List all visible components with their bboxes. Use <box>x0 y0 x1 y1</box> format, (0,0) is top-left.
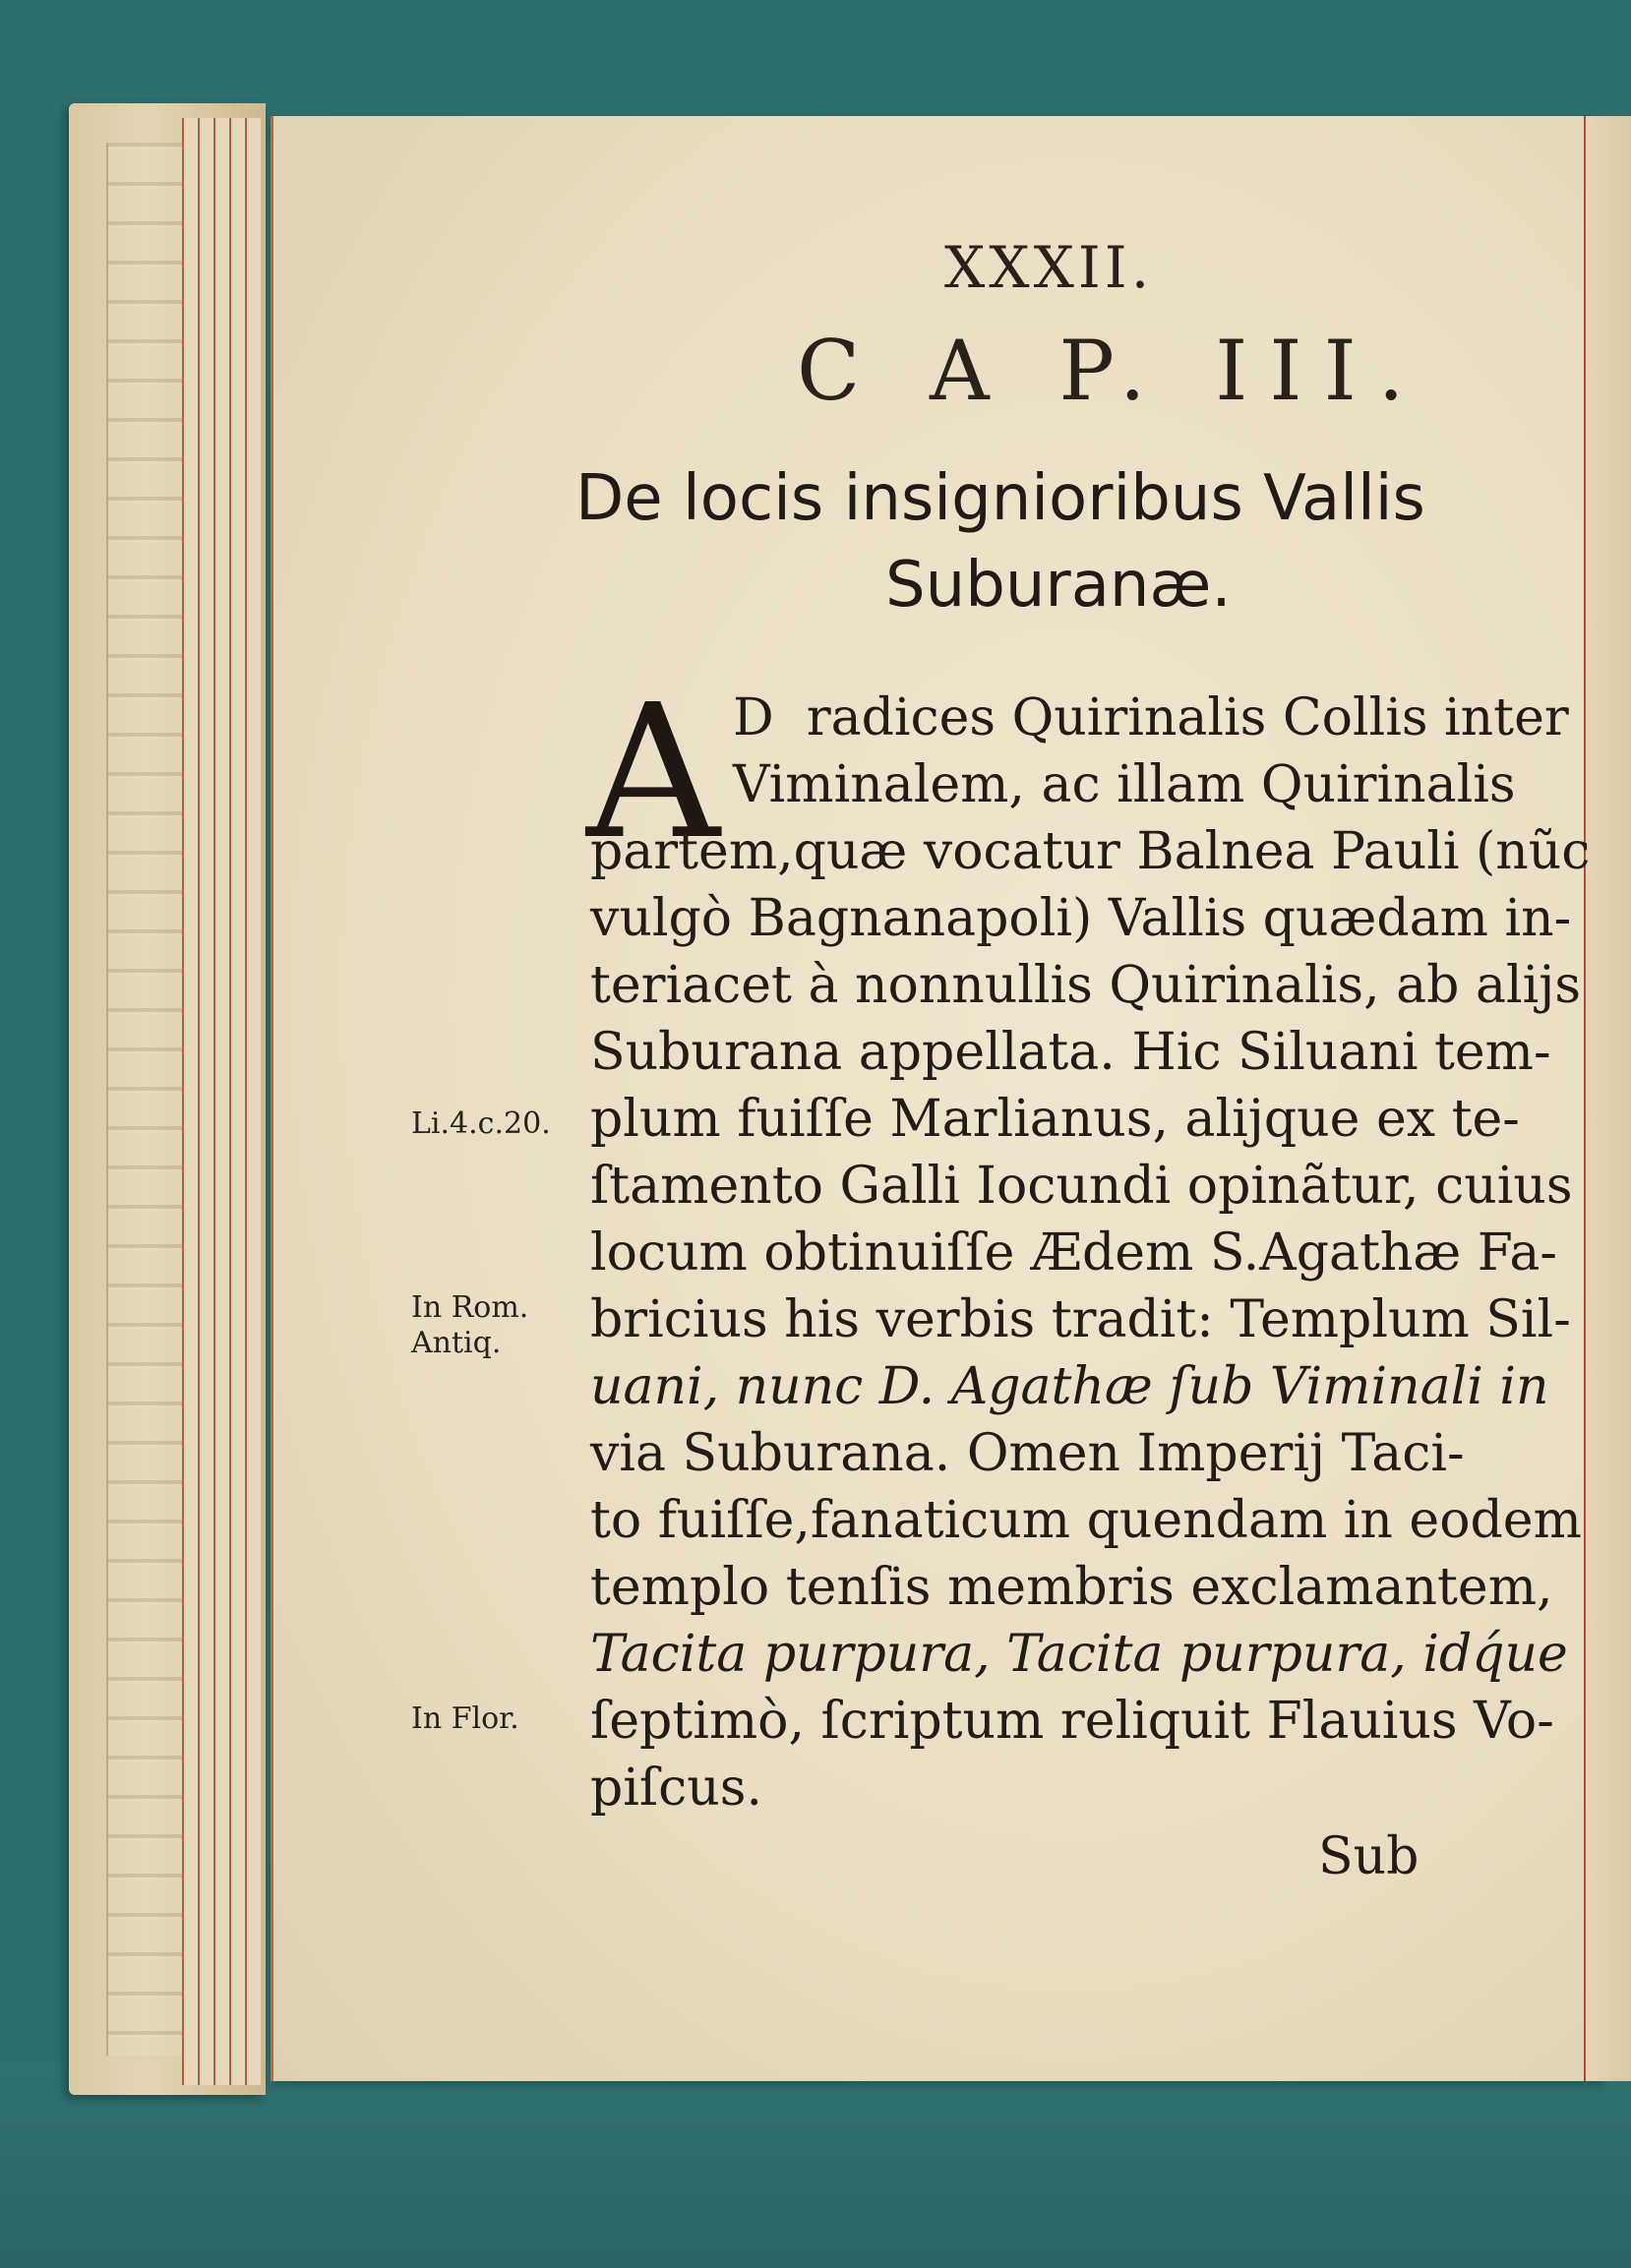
body-line: teriacet à nonnullis Quirinalis, ab alijs <box>590 956 1582 1015</box>
chapter-heading: C A P. III. <box>797 323 1426 419</box>
body-line: uani, nunc D. Agathæ ſub Viminali in <box>590 1357 1549 1416</box>
margin-note: Antiq. <box>411 1326 502 1360</box>
body-line: to fuiſſe,fanaticum quendam in eodem <box>590 1491 1582 1550</box>
catchword: Sub <box>1318 1827 1420 1886</box>
body-line: Tacita purpura, Tacita purpura, idq́ue <box>590 1625 1568 1684</box>
drop-cap: A <box>586 665 720 880</box>
body-line: via Suburana. Omen Imperij Taci- <box>590 1424 1465 1483</box>
body-line: bricius his verbis tradit: Templum Sil- <box>590 1290 1571 1349</box>
body-line: plum fuiſſe Marlianus, alijque ex te- <box>590 1090 1520 1149</box>
body-line: Viminalem, ac illam Quirinalis <box>733 755 1516 814</box>
margin-note: In Rom. <box>411 1290 529 1325</box>
margin-note: Li.4.c.20. <box>411 1106 551 1141</box>
chapter-title-line-2: Suburanæ. <box>885 549 1232 622</box>
body-line: vulgò Bagnanapoli) Vallis quædam in- <box>590 889 1572 948</box>
chapter-title-line-1: De locis insignioribus Vallis <box>575 462 1425 535</box>
body-line: ſeptimò, ſcriptum reliquit Flauius Vo- <box>590 1692 1554 1751</box>
body-line: D radices Quirinalis Collis inter <box>733 688 1569 747</box>
body-line: partem,quæ vocatur Balnea Pauli (nũc <box>590 822 1591 881</box>
body-line: templo tenſis membris exclamantem, <box>590 1558 1553 1617</box>
body-line: ſtamento Galli Iocundi opinãtur, cuius <box>590 1157 1573 1216</box>
facing-page-edge <box>1584 116 1631 2081</box>
running-head: XXXII. <box>944 234 1154 301</box>
margin-note: In Flor. <box>411 1701 519 1736</box>
body-line: locum obtinuiſſe Ædem S.Agathæ Fa- <box>590 1224 1557 1283</box>
body-line: piſcus. <box>590 1759 762 1818</box>
body-line: Suburana appellata. Hic Siluani tem- <box>590 1023 1551 1082</box>
